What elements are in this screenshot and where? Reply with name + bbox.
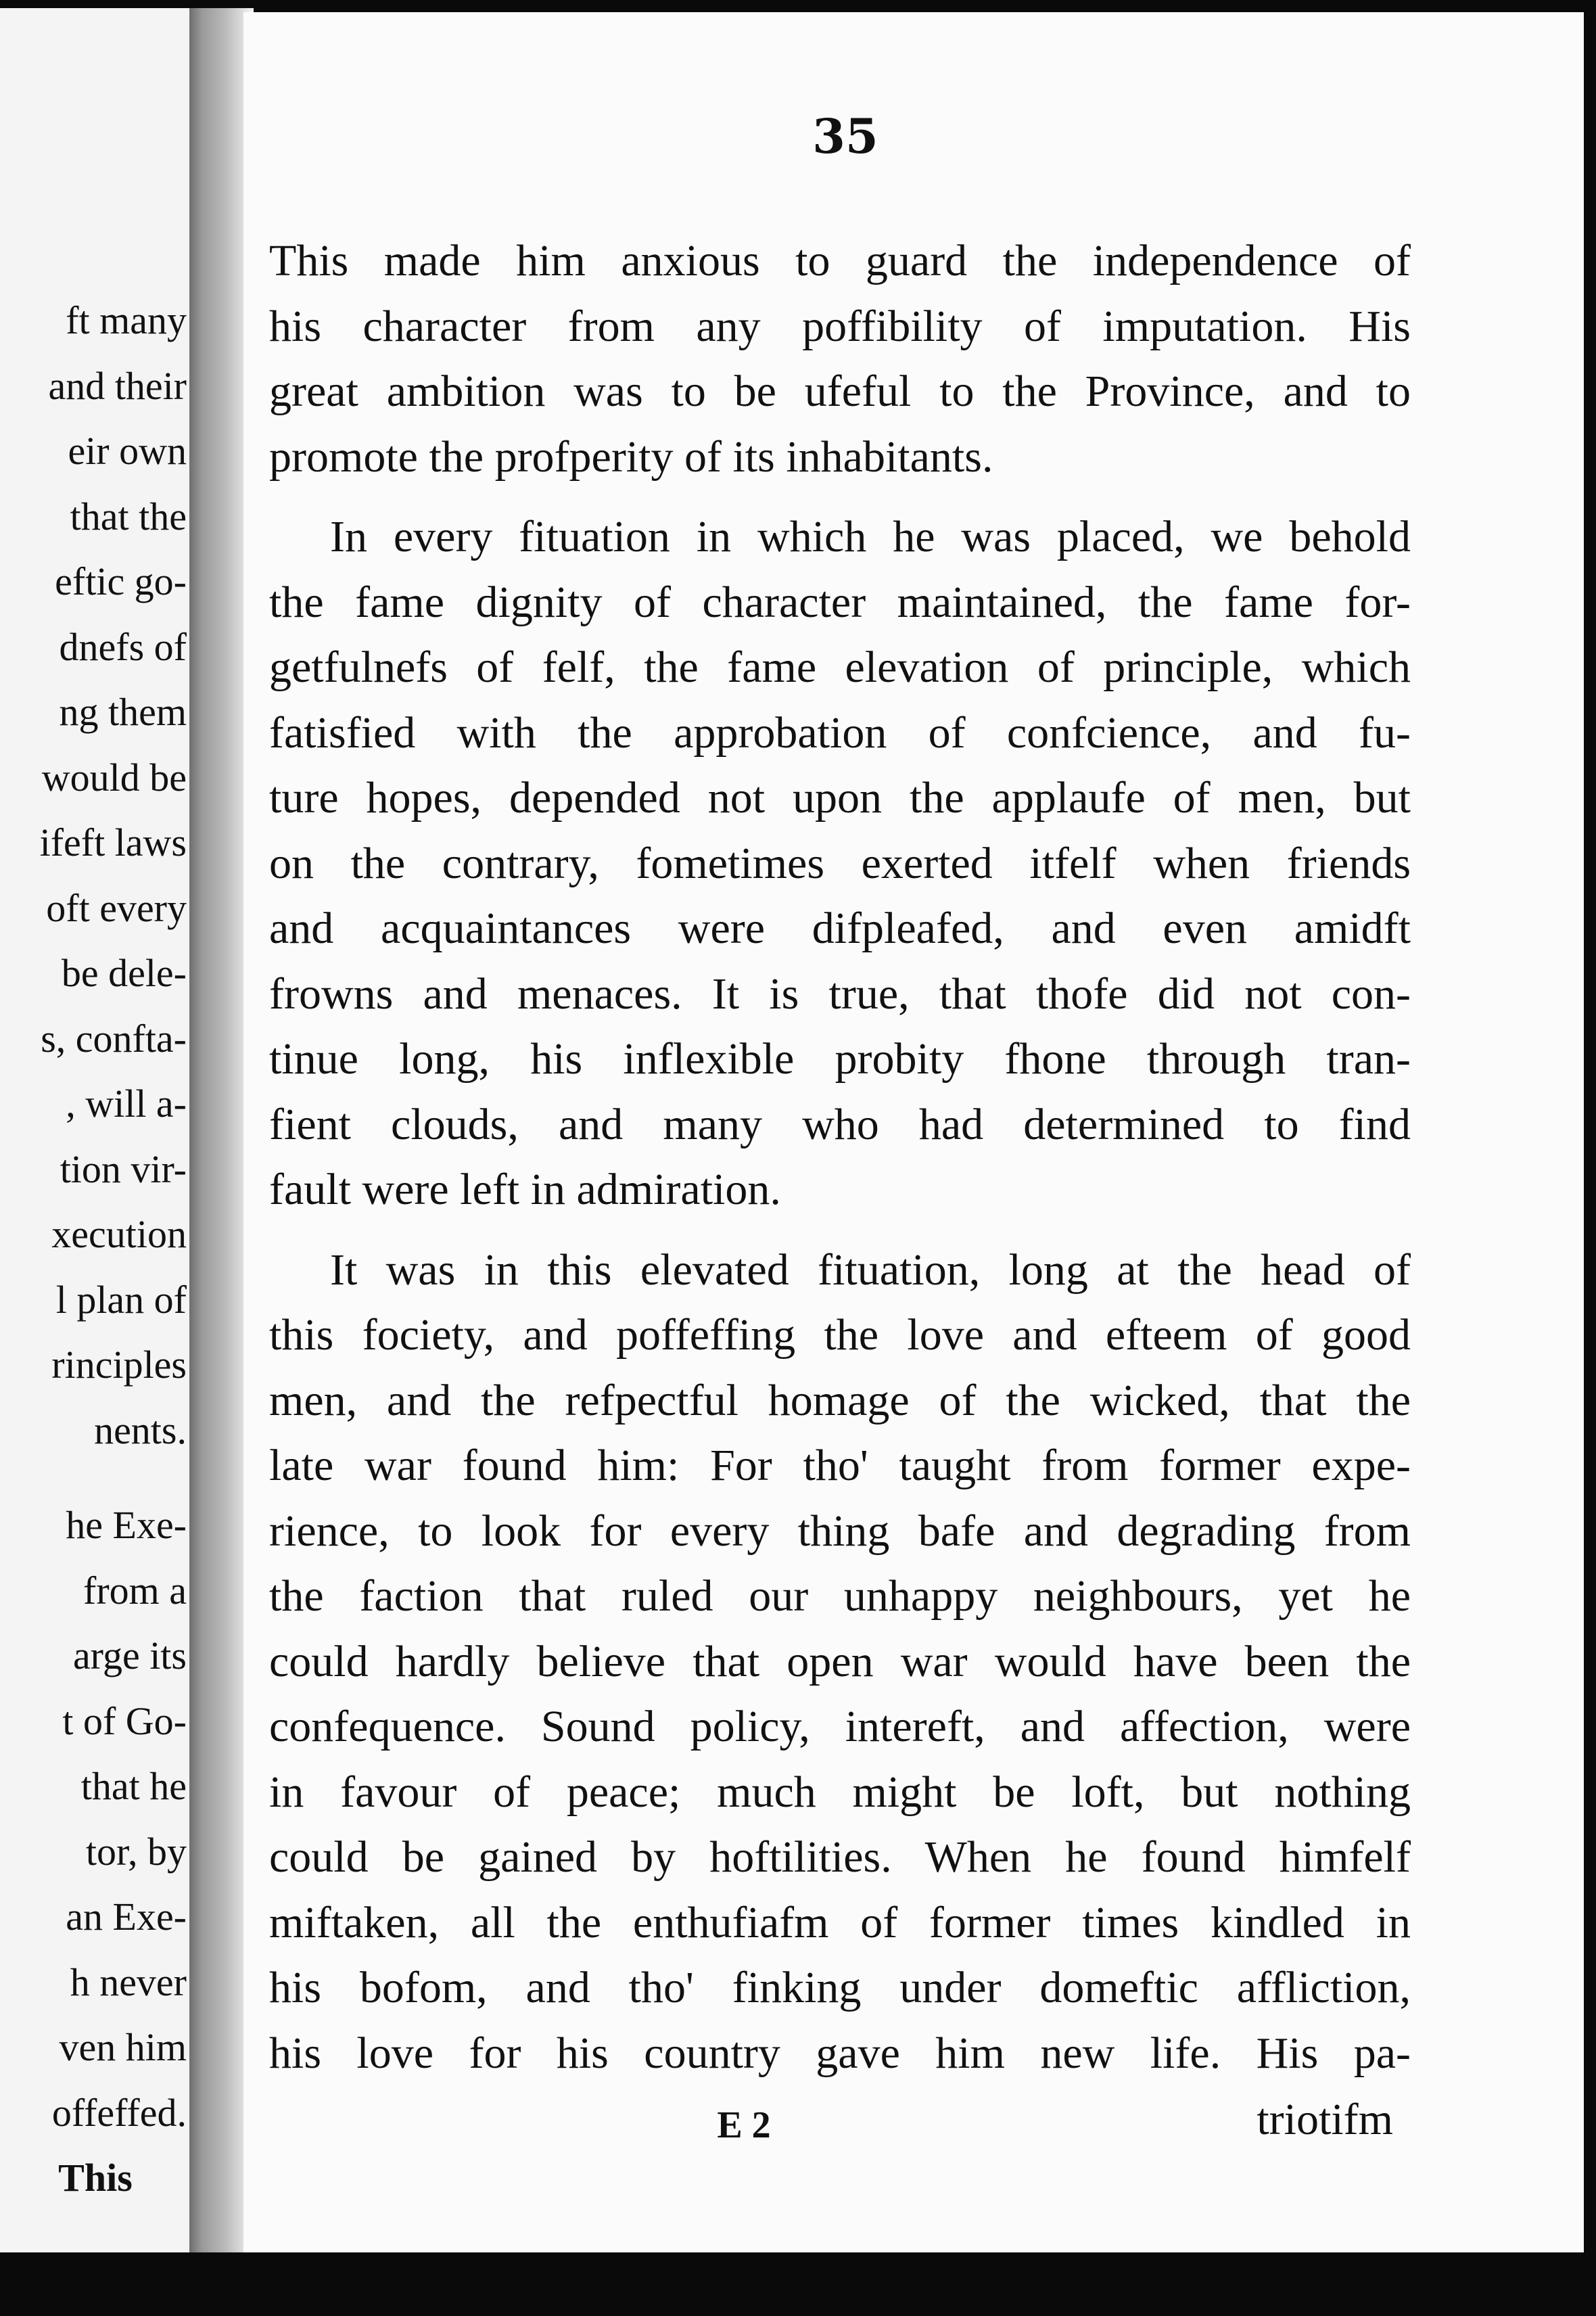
text-line: frowns and menaces. It is true, that thofe did not con-	[269, 969, 1411, 1019]
left-line: eir own	[68, 429, 187, 473]
left-page-text	[4, 288, 187, 2211]
left-line: and their	[48, 363, 187, 408]
text-line: In every fituation in which he was placed, we behold	[330, 512, 1411, 561]
left-line: rinciples	[51, 1343, 187, 1387]
paragraph-gap	[269, 490, 1411, 505]
text-line: the fame dignity of character maintained, the fame for-	[269, 577, 1411, 627]
text-line: rience, to look for every thing bafe and degrading from	[269, 1506, 1411, 1556]
text-line: his character from any poffibility of imputation. His	[269, 301, 1411, 351]
text-line: tinue long, his inflexible probity fhone through tran-	[269, 1034, 1411, 1084]
text-line: late war found him: For tho' taught from former expe-	[269, 1441, 1411, 1490]
text-line: could be gained by hoftilities. When he found himfelf	[269, 1832, 1411, 1882]
left-line: ng them	[59, 690, 187, 734]
text-line: and acquaintances were difpleafed, and even amidft	[269, 904, 1411, 953]
left-facing-page	[0, 8, 197, 2252]
left-line: nents.	[94, 1408, 187, 1452]
left-line: that the	[70, 494, 187, 538]
catchword: triotifm	[1257, 2095, 1393, 2144]
left-line: he Exe-	[66, 1503, 187, 1547]
left-paragraph-gap	[4, 1463, 187, 1493]
text-line: men, and the refpectful homage of the wicked, that the	[269, 1375, 1411, 1425]
left-line: an Exe-	[66, 1895, 187, 1939]
left-line: would be	[41, 755, 187, 800]
text-line: in favour of peace; much might be loft, but nothing	[269, 1767, 1411, 1817]
text-line: this fociety, and poffeffing the love and efteem of good	[269, 1310, 1411, 1360]
paragraph-gap	[269, 1223, 1411, 1238]
text-line: his love for his country gave him new life. His pa-	[269, 2028, 1411, 2078]
left-line: xecution	[51, 1212, 187, 1256]
left-line: s, confta-	[41, 1016, 187, 1061]
left-line: be dele-	[61, 951, 187, 995]
text-line: It was in this elevated fituation, long at the head of	[330, 1245, 1411, 1295]
left-line: offeffed.	[51, 2090, 187, 2135]
signature-mark: E 2	[717, 2104, 771, 2146]
left-line: arge its	[72, 1634, 187, 1677]
left-line: dnefs of	[59, 624, 187, 669]
left-line: that he	[80, 1764, 187, 1808]
text-line: fatisfied with the approbation of confcience, and fu-	[269, 708, 1411, 758]
text-line: could hardly believe that open war would have been the	[269, 1636, 1411, 1686]
text-line: promote the profperity of its inhabitants.	[269, 432, 993, 482]
left-line: t of Go-	[62, 1698, 187, 1743]
text-line: his bofom, and tho' finking under domeftic affliction,	[269, 1963, 1411, 2012]
left-line: h never	[70, 1960, 187, 2004]
left-line: ft many	[66, 298, 187, 342]
text-line: ture hopes, depended not upon the applaufe of men, but	[269, 773, 1411, 823]
left-line: ven him	[59, 2025, 187, 2069]
left-line: tor, by	[85, 1829, 187, 1874]
text-line: on the contrary, fometimes exerted itfelf when friends	[269, 838, 1411, 888]
text-line: miftaken, all the enthufiafm of former times kindled in	[269, 1897, 1411, 1947]
left-catchword: This	[58, 2156, 133, 2200]
text-line: great ambition was to be ufeful to the Province, and to	[269, 367, 1411, 416]
left-line: , will a-	[66, 1082, 187, 1126]
text-line: This made him anxious to guard the independence of	[269, 236, 1411, 285]
text-line: fient clouds, and many who had determined to find	[269, 1099, 1411, 1149]
left-line: l plan of	[55, 1277, 187, 1322]
left-line: from a	[83, 1568, 187, 1613]
scan-border-bottom	[0, 2252, 1596, 2316]
text-line: fault were left in admiration.	[269, 1165, 781, 1214]
page-number: 35	[812, 108, 878, 164]
text-line: getfulnefs of felf, the fame elevation of principle, which	[269, 643, 1411, 692]
text-line: confequence. Sound policy, intereft, and affection, were	[269, 1702, 1411, 1751]
left-line: eftic go-	[55, 559, 187, 603]
page-body-text	[269, 229, 1411, 2086]
left-line: oft every	[46, 885, 187, 930]
left-line: ifeft laws	[39, 820, 187, 864]
left-line: tion vir-	[60, 1147, 187, 1191]
text-line: the faction that ruled our unhappy neighbours, yet he	[269, 1571, 1411, 1621]
